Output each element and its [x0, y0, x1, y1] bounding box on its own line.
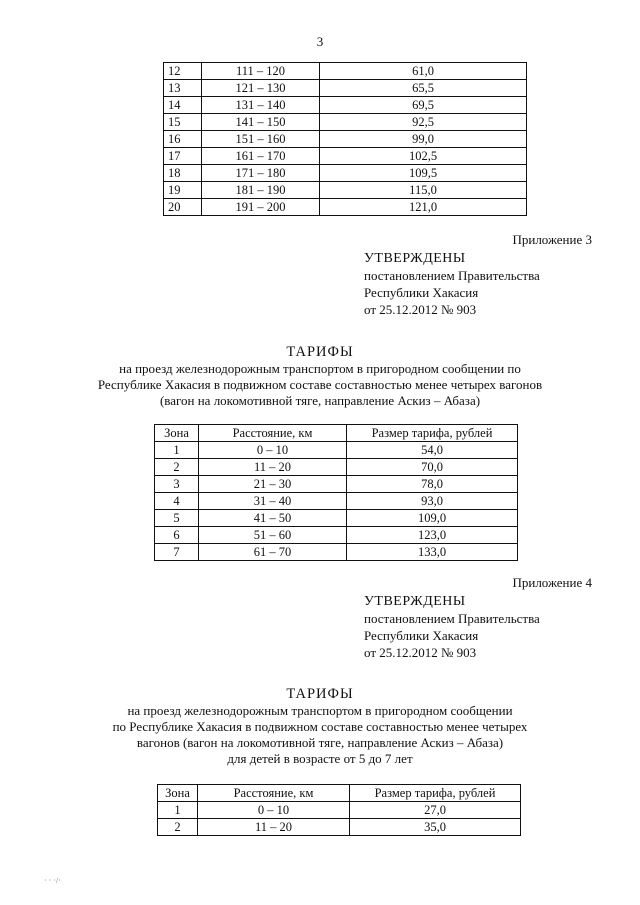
distance-cell: 11 – 20 [199, 459, 347, 476]
zone-cell: 19 [164, 182, 202, 199]
distance-cell: 21 – 30 [199, 476, 347, 493]
approval-line: постановлением Правительства [364, 268, 540, 283]
zone-cell: 15 [164, 114, 202, 131]
tariff-cell: 54,0 [347, 442, 518, 459]
distance-cell: 121 – 130 [202, 80, 320, 97]
table-row [155, 510, 518, 527]
annex-3-title [60, 344, 580, 409]
zone-cell: 14 [164, 97, 202, 114]
zone-cell: 6 [155, 527, 199, 544]
scan-mark: · · ·/· [44, 876, 61, 885]
table-row [164, 148, 527, 165]
zone-cell: 5 [155, 510, 199, 527]
zone-cell: 12 [164, 63, 202, 80]
table-row [155, 442, 518, 459]
table-row [158, 819, 521, 836]
header-tariff: Размер тарифа, рублей [347, 425, 518, 442]
zone-cell: 4 [155, 493, 199, 510]
tariff-cell: 92,5 [320, 114, 527, 131]
title-line: для детей в возрасте от 5 до 7 лет [227, 751, 413, 766]
table-row [164, 97, 527, 114]
table-row [155, 493, 518, 510]
zone-cell: 2 [158, 819, 198, 836]
table-row [155, 527, 518, 544]
annex-4-title [60, 686, 580, 767]
title-line: по Республике Хакасия в подвижном составе составностью менее четырех [112, 719, 528, 734]
table-row [158, 802, 521, 819]
table-row [155, 544, 518, 561]
table-row [164, 131, 527, 148]
annex-3-approval [364, 250, 540, 318]
table-row [155, 459, 518, 476]
approval-line: Республики Хакасия [364, 628, 479, 643]
approval-line: постановлением Правительства [364, 611, 540, 626]
tariff-cell: 27,0 [350, 802, 521, 819]
header-distance: Расстояние, км [198, 785, 350, 802]
approved-heading: УТВЕРЖДЕНЫ [364, 594, 466, 609]
tariff-cell: 133,0 [347, 544, 518, 561]
tariff-table-annex-4 [157, 784, 521, 836]
tariff-cell: 121,0 [320, 199, 527, 216]
distance-cell: 51 – 60 [199, 527, 347, 544]
zone-cell: 7 [155, 544, 199, 561]
table-row [164, 199, 527, 216]
title-heading: ТАРИФЫ [286, 344, 354, 360]
title-line: (вагон на локомотивной тяге, направление Аскиз – Абаза) [159, 393, 481, 408]
zone-cell: 1 [158, 802, 198, 819]
distance-cell: 131 – 140 [202, 97, 320, 114]
page-number: 3 [316, 34, 324, 49]
tariff-cell: 115,0 [320, 182, 527, 199]
zone-cell: 18 [164, 165, 202, 182]
table-row [164, 63, 527, 80]
distance-cell: 161 – 170 [202, 148, 320, 165]
table-row [164, 165, 527, 182]
annex-4-approval [364, 593, 540, 661]
tariff-cell: 69,5 [320, 97, 527, 114]
approval-line: Республики Хакасия [364, 285, 479, 300]
tariff-cell: 78,0 [347, 476, 518, 493]
table-row [164, 114, 527, 131]
table-row [164, 80, 527, 97]
approval-date: от 25.12.2012 № 903 [364, 645, 477, 660]
annex-3-label: Приложение 3 [512, 232, 592, 247]
approval-date: от 25.12.2012 № 903 [364, 302, 477, 317]
distance-cell: 111 – 120 [202, 63, 320, 80]
tariff-cell: 109,0 [347, 510, 518, 527]
table-header-row [158, 785, 521, 802]
zone-cell: 20 [164, 199, 202, 216]
header-zone: Зона [158, 785, 198, 802]
header-distance: Расстояние, км [199, 425, 347, 442]
zone-cell: 1 [155, 442, 199, 459]
distance-cell: 0 – 10 [198, 802, 350, 819]
tariff-table-annex-3 [154, 424, 518, 561]
tariff-cell: 93,0 [347, 493, 518, 510]
distance-cell: 151 – 160 [202, 131, 320, 148]
title-line: на проезд железнодорожным транспортом в пригородном сообщении [127, 703, 513, 718]
distance-cell: 171 – 180 [202, 165, 320, 182]
tariff-cell: 61,0 [320, 63, 527, 80]
title-line: Республике Хакасия в подвижном составе составностью менее четырех вагонов [97, 377, 543, 392]
header-tariff: Размер тарифа, рублей [350, 785, 521, 802]
tariff-cell: 102,5 [320, 148, 527, 165]
zone-cell: 2 [155, 459, 199, 476]
zone-cell: 17 [164, 148, 202, 165]
table-row [164, 182, 527, 199]
zone-cell: 3 [155, 476, 199, 493]
title-heading: ТАРИФЫ [286, 686, 354, 702]
table-row [155, 476, 518, 493]
annex-4-label: Приложение 4 [512, 575, 592, 590]
distance-cell: 181 – 190 [202, 182, 320, 199]
tariff-cell: 35,0 [350, 819, 521, 836]
distance-cell: 191 – 200 [202, 199, 320, 216]
distance-cell: 141 – 150 [202, 114, 320, 131]
zone-cell: 16 [164, 131, 202, 148]
tariff-cell: 99,0 [320, 131, 527, 148]
distance-cell: 61 – 70 [199, 544, 347, 561]
tariff-cell: 65,5 [320, 80, 527, 97]
tariff-table-continued [163, 62, 527, 216]
distance-cell: 11 – 20 [198, 819, 350, 836]
distance-cell: 0 – 10 [199, 442, 347, 459]
distance-cell: 41 – 50 [199, 510, 347, 527]
title-line: вагонов (вагон на локомотивной тяге, направление Аскиз – Абаза) [136, 735, 504, 750]
zone-cell: 13 [164, 80, 202, 97]
header-zone: Зона [155, 425, 199, 442]
distance-cell: 31 – 40 [199, 493, 347, 510]
title-line: на проезд железнодорожным транспортом в пригородном сообщении по [119, 361, 521, 376]
table-header-row [155, 425, 518, 442]
tariff-cell: 109,5 [320, 165, 527, 182]
approved-heading: УТВЕРЖДЕНЫ [364, 251, 466, 266]
tariff-cell: 123,0 [347, 527, 518, 544]
tariff-cell: 70,0 [347, 459, 518, 476]
